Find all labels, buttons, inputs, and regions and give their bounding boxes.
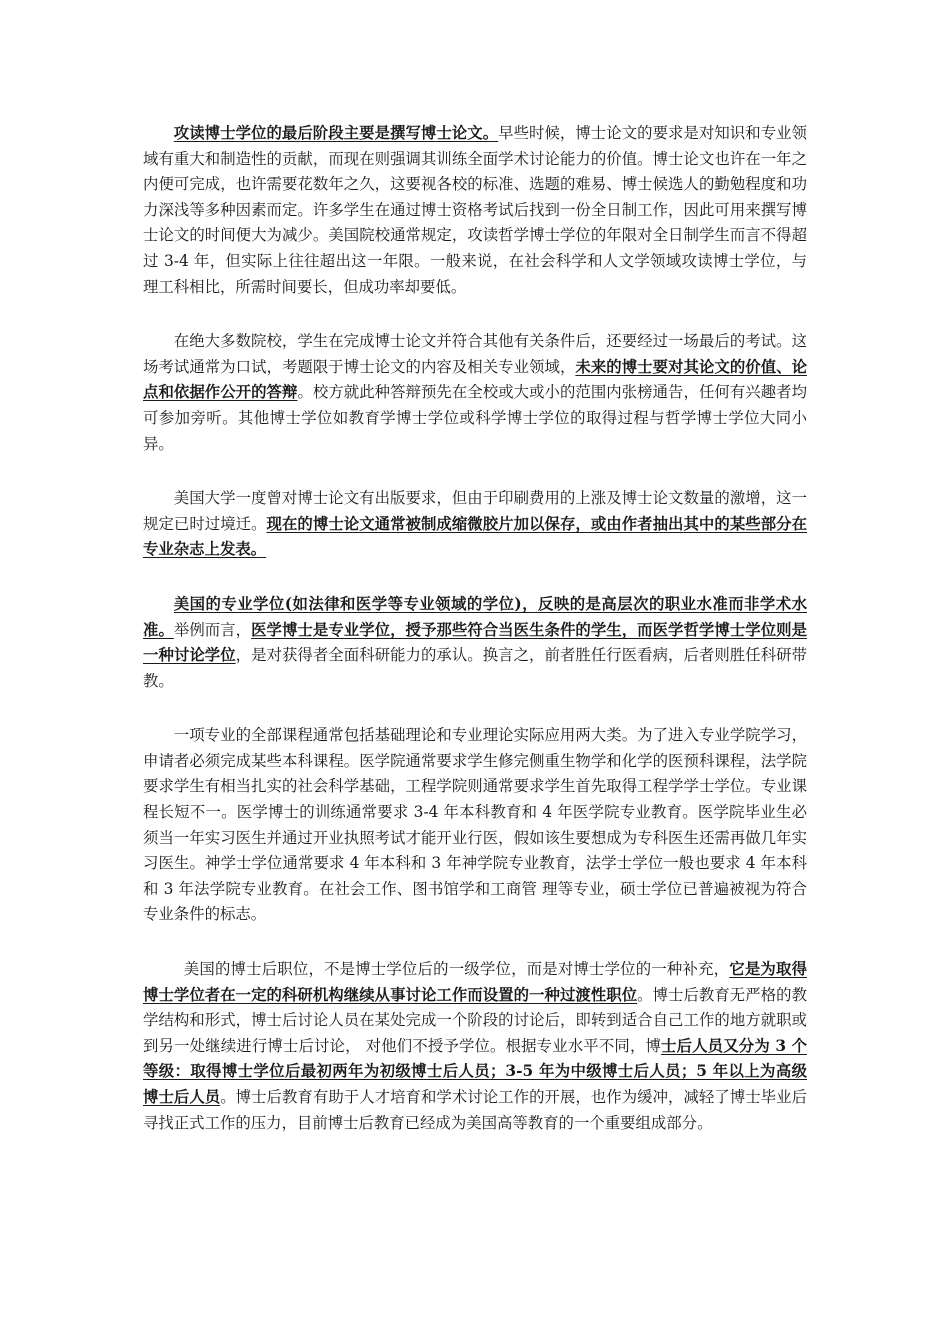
- text-segment: 攻读博士学位的最后阶段主要是撰写博士论文。: [173, 124, 499, 142]
- text-segment: 它是为取得博士学位者在一定的科研机构继续从事讨论工作而设置的一种过渡性职位: [143, 960, 807, 1004]
- text-segment: ，是对获得者全面科研能力的承认。换言之，前者胜任行医看病，后者则胜任科研带教。: [143, 646, 807, 690]
- text-segment: 美国的博士后职位，不是博士学位后的一级学位，而是对博士学位的一种补充，: [183, 960, 730, 979]
- paragraph-6: [143, 957, 807, 1136]
- text-segment: 。博士后教育有助于人才培育和学术讨论工作的开展，也作为缓冲，减轻了博士毕业后寻找正式工作的压力，目前博士后教育已经成为美国高等教育的一个重要组成部分。: [143, 1088, 807, 1132]
- text-segment: 。博士后教育无严格的教学结构和形式，博士后讨论人员在某处完成一个阶段的讨论后，即转到适合自己工作的地方就职或到另一处继续进行博士后讨论， 对他们不授予学位。根据专业水平不同，博: [143, 985, 807, 1055]
- text-segment: 士后人员又分为 3 个等级：取得博士学位后最初两年为初级博士后人员；3-5 年为中级博士后人员；5 年以上为高级博士后人员: [143, 1036, 807, 1106]
- paragraph-5: [143, 723, 807, 928]
- text-segment: 美国的专业学位(如法律和医学等专业领域的学位)，反映的是高层次的职业水准而非学术水准。: [143, 594, 807, 639]
- text-segment: 在绝大多数院校，学生在完成博士论文并符合其他有关条件后，还要经过一场最后的考试。这场考试通常为口试，考题限于博士论文的内容及相关专业领域，: [143, 332, 807, 376]
- paragraph-2: [143, 329, 807, 457]
- text-segment: 一项专业的全部课程通常包括基础理论和专业理论实际应用两大类。为了进入专业学院学习，申请者必须完成某些本科课程。医学院通常要求学生修完侧重生物学和化学的医预科课程，法学院要求学生有相当扎实的社会科学基础，工程学院则通常要求学生首先取得工程学学士学位。专业课程长短不一。医学博士的训练通常要求 3-4 年本科教育和 4 年医学院专业教育。医学院毕业生必须当一年实习医生并通过开业执照考试才能开业行医，假如该生要想成为专科医生还需再做几年实习医生。神学士学位通常要求 4 年本科和 3 年神学院专业教育，法学士学位一般也要求 4 年本科和 3 年法学院专业教育。在社会工作、图书馆学和工商管 理等专业，硕士学位已普遍被视为符合专业条件的标志。: [143, 726, 807, 924]
- paragraph-4: [143, 592, 807, 694]
- text-segment: 医学博士是专业学位，授予那些符合当医生条件的学生，而医学哲学博士学位则是一种讨论学位: [143, 620, 807, 665]
- text-segment: 举例而言，: [173, 620, 252, 639]
- text-segment: 。校方就此种答辩预先在全校或大或小的范围内张榜通告，任何有兴趣者均可参加旁听。其他博士学位如教育学博士学位或科学博士学位的取得过程与哲学博士学位大同小异。: [143, 383, 807, 453]
- text-segment: 早些时候，博士论文的要求是对知识和专业领域有重大和制造性的贡献，而现在则强调其训练全面学术讨论能力的价值。博士论文也许在一年之内便可完成，也许需要花数年之久，这要视各校的标准、选题的难易、博士候选人的勤勉程度和功力深浅等多种因素而定。许多学生在通过博士资格考试后找到一份全日制工作，因此可用来撰写博士论文的时间便大为减少。美国院校通常规定，攻读哲学博士学位的年限对全日制学生而言不得超过 3-4 年，但实际上往往超出这一年限。一般来说，在社会科学和人文学领域攻读博士学位，与理工科相比，所需时间要长，但成功率却要低。: [143, 124, 807, 296]
- document-body: [143, 121, 807, 1165]
- text-segment: 现在的博士论文通常被制成缩微胶片加以保存，或由作者抽出其中的某些部分在专业杂志上发表。: [143, 514, 807, 559]
- text-segment: 美国大学一度曾对博士论文有出版要求，但由于印刷费用的上涨及博士论文数量的激增，这一规定已时过境迁。: [143, 489, 807, 533]
- paragraph-1: [143, 121, 807, 300]
- text-segment: 未来的博士要对其论文的价值、论点和依据作公开的答辩: [143, 357, 807, 402]
- paragraph-3: [143, 486, 807, 563]
